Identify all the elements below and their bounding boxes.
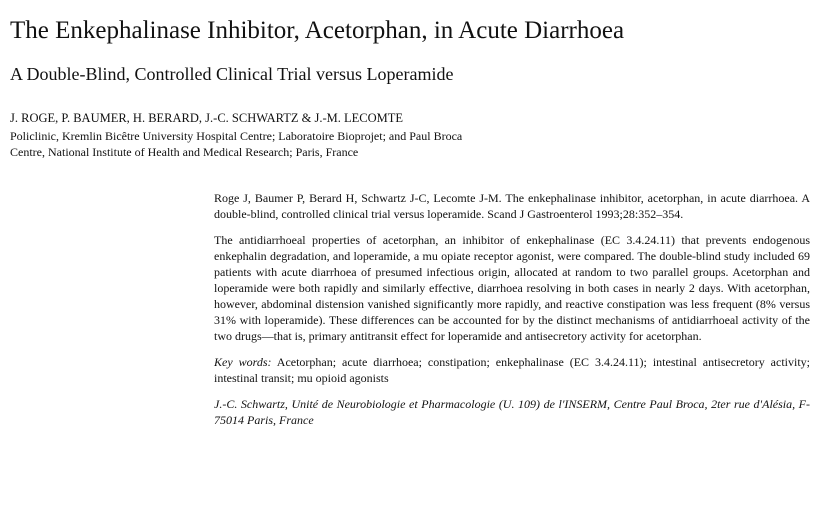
author-list: J. ROGE, P. BAUMER, H. BERARD, J.-C. SCHWARTZ & J.-M. LECOMTE: [10, 111, 404, 125]
article-title: The Enkephalinase Inhibitor, Acetorphan, in Acute Diarrhoea: [10, 17, 625, 44]
keywords-paragraph: [214, 354, 810, 386]
correspondence-address: J.-C. Schwartz, Unité de Neurobiologie et Pharmacologie (U. 109) de l'INSERM, Centre Paul Broca, 2ter rue d'Alésia, F-75014 Paris, France: [214, 397, 810, 427]
affiliation-line-2: Centre, National Institute of Health and Medical Research; Paris, France: [10, 145, 359, 159]
keywords-text: Acetorphan; acute diarrhoea; constipation; enkephalinase (EC 3.4.24.11); intestinal antisecretory activity; intestinal transit; mu opioid agonists: [214, 355, 810, 385]
affiliation-line-1: Policlinic, Kremlin Bicêtre University Hospital Centre; Laboratoire Bioprojet; and Paul Broca: [10, 129, 463, 143]
keywords-label: Key words:: [214, 355, 272, 369]
affiliation: [10, 128, 810, 160]
abstract-block: [214, 190, 810, 438]
citation-paragraph: Roge J, Baumer P, Berard H, Schwartz J-C, Lecomte J-M. The enkephalinase inhibitor, acetorphan, in acute diarrhoea. A double-blind, controlled clinical trial versus loperamide. Scand J Gastroenterol 1993;28:352–354.: [214, 191, 810, 221]
article-subtitle: A Double-Blind, Controlled Clinical Trial versus Loperamide: [10, 64, 454, 84]
abstract-paragraph: The antidiarrhoeal properties of acetorphan, an inhibitor of enkephalinase (EC 3.4.24.11) that prevents endogenous enkephalin degradation, and loperamide, a mu opiate receptor agonist, were compared. The double-blind study included 69 patients with acute diarrhoea of presumed infectious origin, allocated at random to two parallel groups. Acetorphan and loperamide were both rapidly and similarly effective, diarrhoea resolving in both cases in nearly 2 days. With acetorphan, however, abdominal distension vanished significantly more rapidly, and reactive constipation was less frequent (8% versus 31% with loperamide). These differences can be accounted for by the distinct mechanisms of antidiarrhoeal activity of the two drugs—that is, primary antitransit effect for loperamide and antisecretory activity for acetorphan.: [214, 233, 810, 343]
